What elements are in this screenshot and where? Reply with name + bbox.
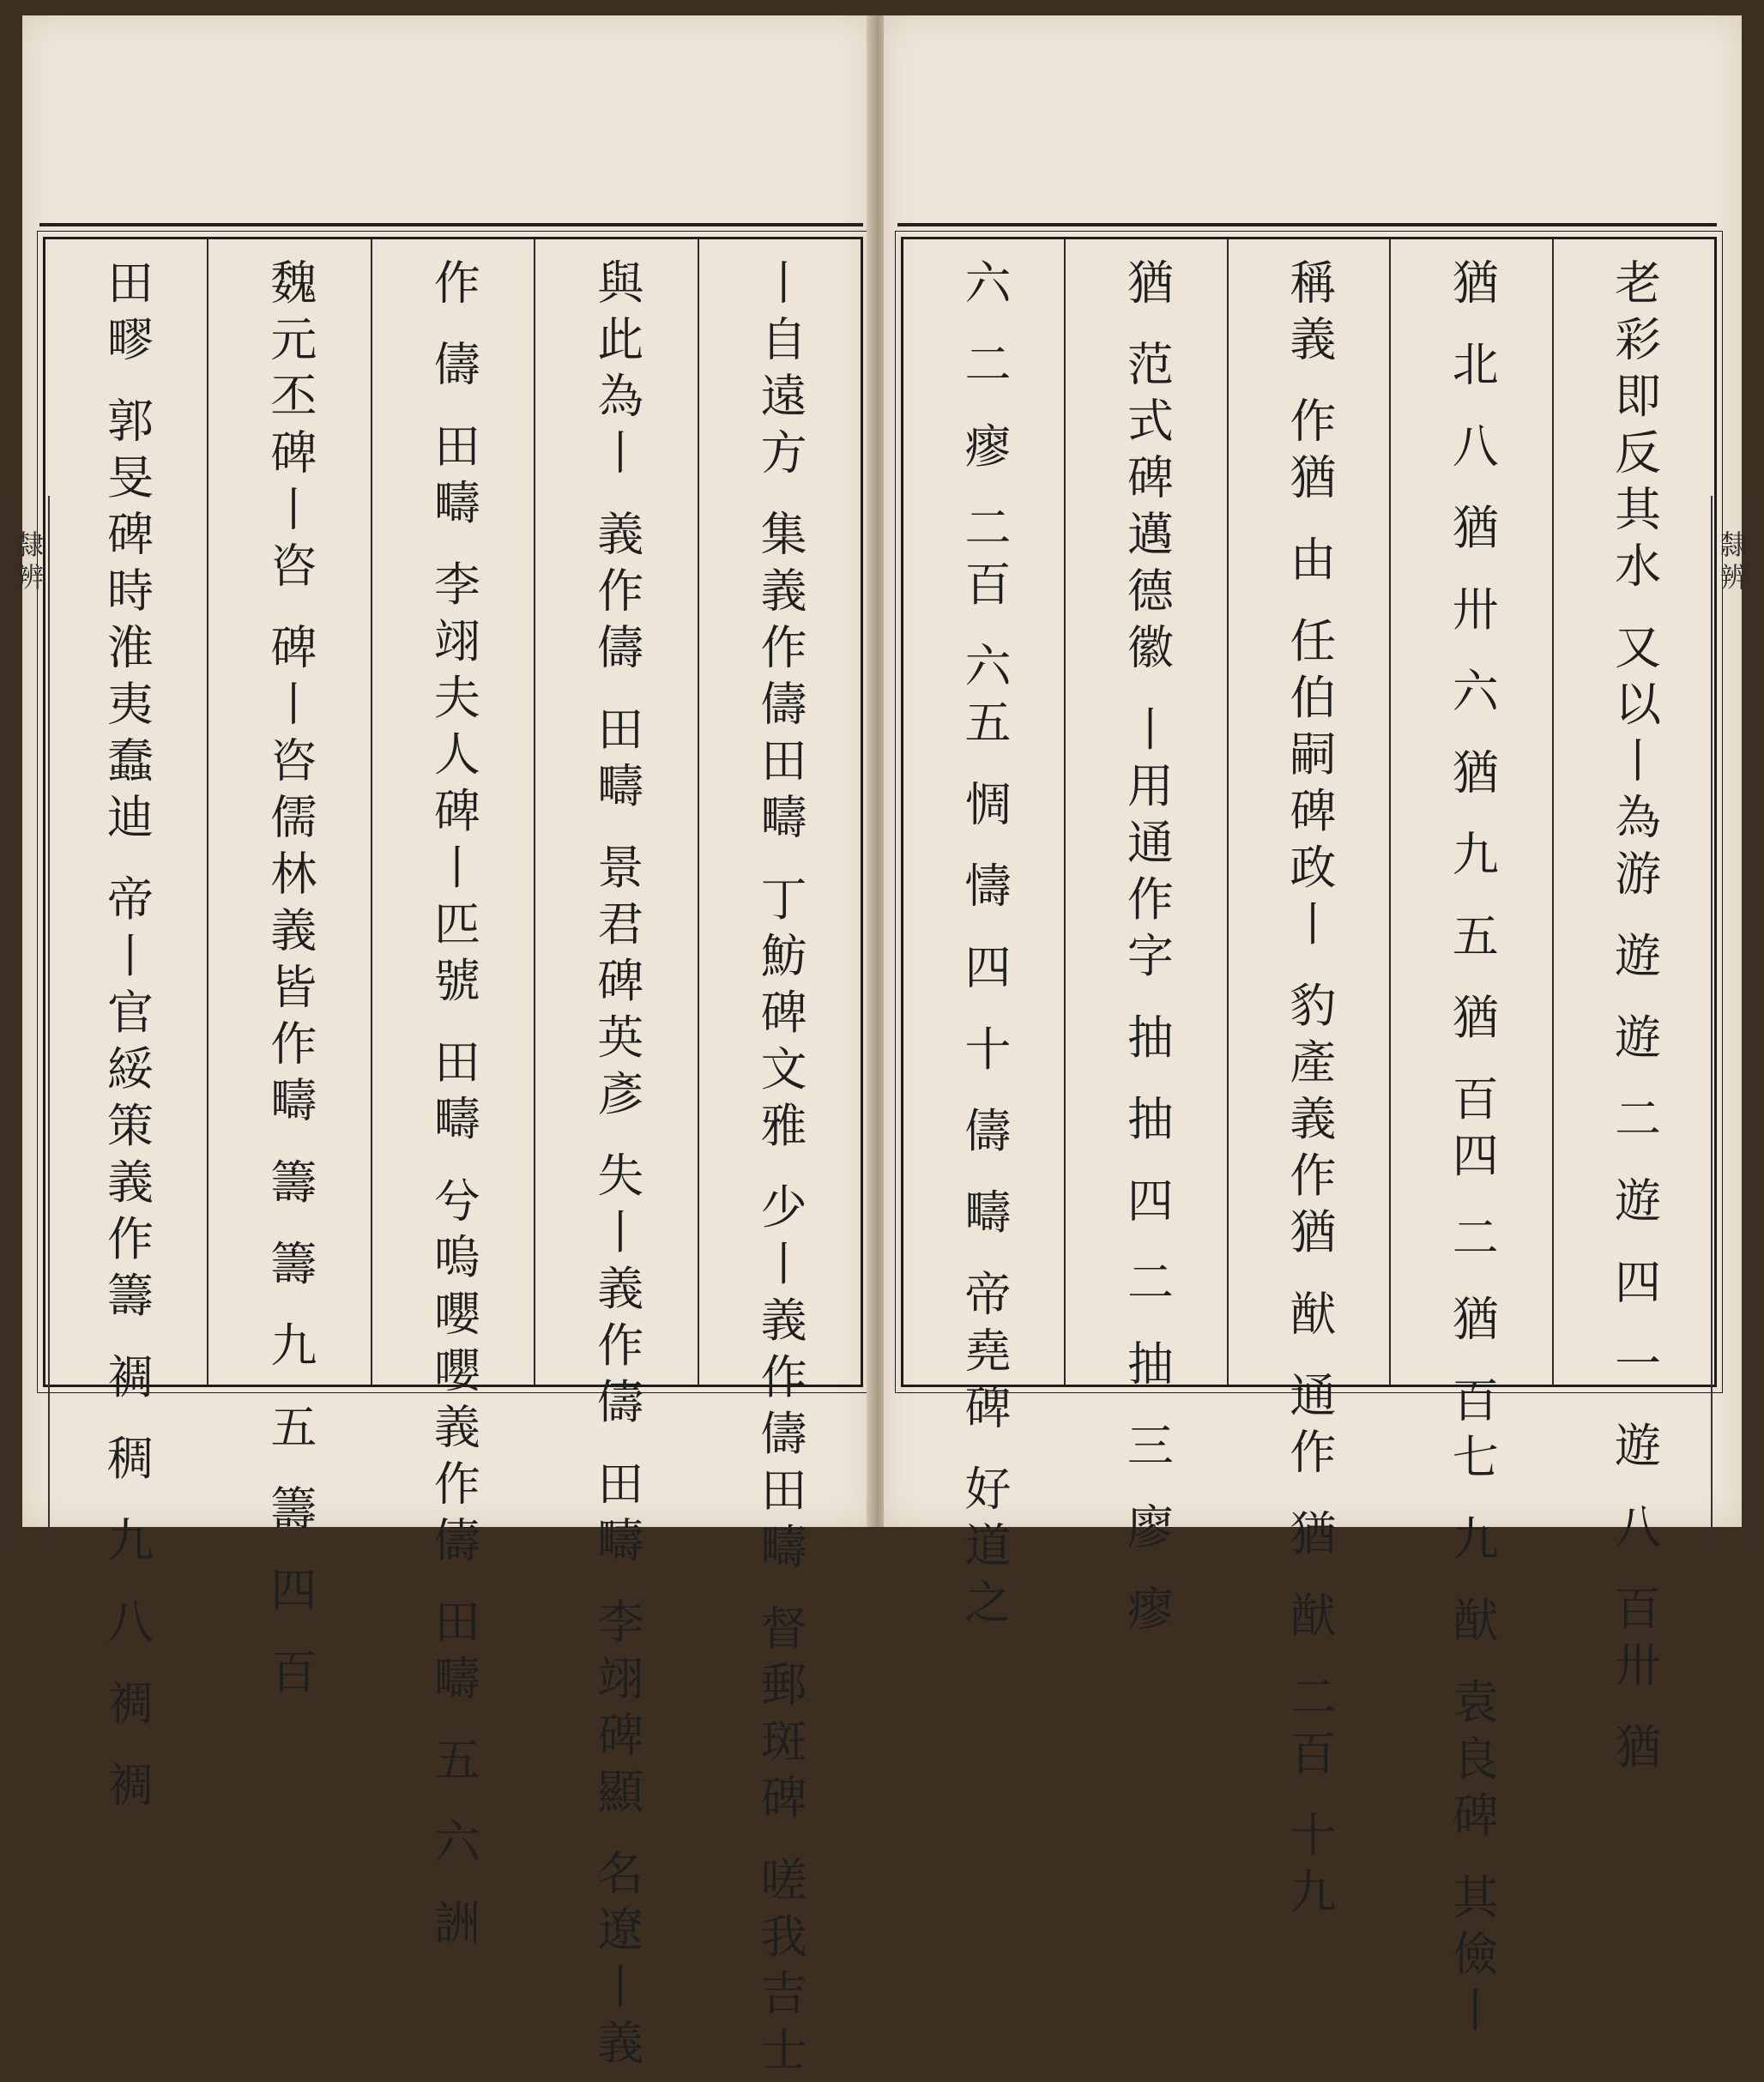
top-rule xyxy=(39,223,863,226)
text-column xyxy=(1227,239,1389,1924)
column-text: 魏元丕碑丨咨 碑丨咨儒林義皆作疇 籌 籌 九 五 籌 四 百 xyxy=(263,258,317,1705)
column-text: 猶 北 八 猶 卅 六 猶 九 五 猶 百四 二 猶 百七 九 猷 袁良碑 其儉丨 xyxy=(1445,258,1500,2043)
left-page xyxy=(12,15,872,2082)
text-frame xyxy=(43,237,863,2082)
top-rule xyxy=(897,223,1717,226)
column-text: 丨自遠方 集義作儔田疇 丁魴碑文雅 少丨義作儔田疇 督郵斑碑 嗟我吉士 xyxy=(753,258,808,2082)
text-column xyxy=(207,239,370,1705)
text-column xyxy=(534,239,697,2076)
text-columns xyxy=(903,239,1714,2043)
column-text: 與此為丨 義作儔 田疇 景君碑英彥 失丨義作儔 田疇 李翊碑顯 名遼丨義 xyxy=(589,258,644,2076)
text-column xyxy=(1552,239,1714,1779)
column-text: 六 二 瘳 二百 六五 惆 懤 四 十 儔 疇 帝堯碑 好道之 xyxy=(958,258,1012,1634)
spine-margin xyxy=(1711,496,1754,1542)
right-page xyxy=(884,15,1749,2043)
column-text: 田疁 郭旻碑時淮夷蠢迪 帝丨官綏策義作籌 裯 稠 九 八 裯 裯 xyxy=(100,258,154,1818)
column-text: 老彩即反其水 又以丨為游 遊 遊 二 遊 四 一 遊 八 百卅 猶 xyxy=(1607,258,1662,1779)
column-text: 作 儔 田疇 李翊夫人碑丨匹號 田疇 兮嗚嚶嚶義作儔 田疇 五 六 詶 xyxy=(426,258,481,1956)
text-column xyxy=(45,239,207,1818)
column-text: 稱義 作猶 由 任伯嗣碑政丨 豹產義作猶 猷 通作 猶 猷 二百 十九 xyxy=(1282,258,1337,1924)
spine-margin xyxy=(7,496,50,1542)
spine-label: 隸辨 xyxy=(12,530,45,595)
text-frame xyxy=(901,237,1717,2043)
text-column xyxy=(1064,239,1226,1641)
text-column xyxy=(698,239,861,2082)
column-text: 猶 范式碑邁德徽 丨用通作字 抽 抽 四 二 抽 三 廖 瘳 xyxy=(1120,258,1175,1641)
text-columns xyxy=(45,239,861,2082)
spine-label: 隸辨 xyxy=(1716,530,1749,595)
text-column xyxy=(371,239,534,1956)
text-column xyxy=(1389,239,1551,2043)
text-column xyxy=(903,239,1064,1634)
